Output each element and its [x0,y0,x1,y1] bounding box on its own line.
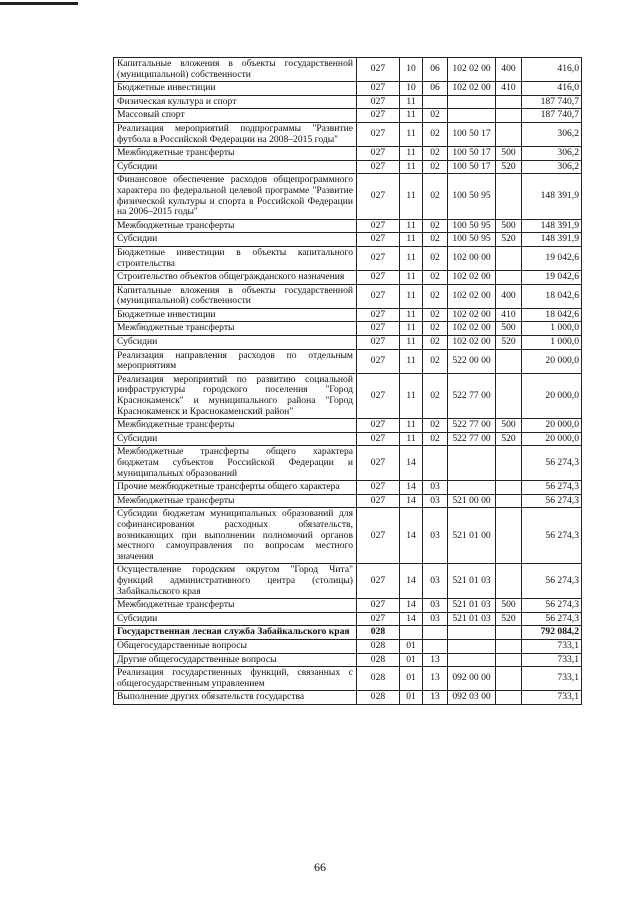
cell-amount: 20 000,0 [522,432,582,446]
cell-name: Прочие межбюджетные трансферты общего характера [114,481,357,495]
cell-department: 027 [357,322,400,336]
cell-amount: 792 084,2 [522,626,582,640]
cell-expense-type [496,174,522,219]
cell-department: 028 [357,639,400,653]
cell-name: Межбюджетные трансферты [114,494,357,508]
cell-name: Физическая культура и спорт [114,95,357,109]
cell-subsection: 02 [423,122,448,146]
cell-name: Государственная лесная служба Забайкальского края [114,626,357,640]
cell-name: Бюджетные инвестиции [114,82,357,96]
cell-expense-type [496,481,522,495]
cell-amount: 733,1 [522,653,582,667]
cell-target-article: 522 77 00 [448,373,496,418]
cell-name: Капитальные вложения в объекты государственной (муниципальной) собственности [114,58,357,82]
cell-section: 14 [400,508,423,564]
cell-target-article: 521 01 03 [448,612,496,626]
cell-subsection: 02 [423,349,448,373]
cell-section: 11 [400,284,423,308]
cell-amount: 733,1 [522,639,582,653]
cell-name: Другие общегосударственные вопросы [114,653,357,667]
cell-name: Выполнение других обязательств государства [114,691,357,705]
cell-target-article: 522 77 00 [448,419,496,433]
cell-subsection [423,446,448,481]
cell-target-article: 100 50 17 [448,160,496,174]
cell-expense-type: 410 [496,308,522,322]
table-row [114,219,582,233]
cell-subsection: 03 [423,564,448,599]
cell-section: 11 [400,147,423,161]
cell-department: 027 [357,508,400,564]
cell-amount: 148 391,9 [522,174,582,219]
cell-name: Массовый спорт [114,109,357,123]
cell-section [400,626,423,640]
cell-expense-type [496,246,522,270]
cell-department: 027 [357,82,400,96]
table-row [114,667,582,691]
cell-section: 14 [400,564,423,599]
cell-name: Субсидии [114,233,357,247]
cell-section: 14 [400,494,423,508]
table-row [114,419,582,433]
cell-section: 11 [400,432,423,446]
cell-expense-type: 520 [496,336,522,350]
cell-expense-type: 520 [496,233,522,247]
cell-section: 11 [400,219,423,233]
table-row [114,494,582,508]
cell-amount: 416,0 [522,82,582,96]
cell-department: 027 [357,174,400,219]
cell-name: Межбюджетные трансферты [114,147,357,161]
cell-department: 028 [357,653,400,667]
cell-department: 027 [357,494,400,508]
cell-section: 11 [400,95,423,109]
cell-expense-type [496,271,522,285]
cell-amount: 56 274,3 [522,599,582,613]
cell-expense-type [496,667,522,691]
cell-department: 027 [357,432,400,446]
cell-name: Межбюджетные трансферты [114,322,357,336]
cell-department: 027 [357,349,400,373]
cell-amount: 306,2 [522,160,582,174]
cell-department: 027 [357,147,400,161]
cell-section: 14 [400,612,423,626]
cell-target-article: 521 01 03 [448,599,496,613]
cell-target-article [448,639,496,653]
cell-section: 10 [400,82,423,96]
cell-amount: 56 274,3 [522,481,582,495]
cell-amount: 20 000,0 [522,373,582,418]
cell-name: Субсидии бюджетам муниципальных образований для софинансирования расходных обязательств, возникающих при выполнении полномочий органов местного самоуправления по вопросам местного значения [114,508,357,564]
cell-target-article: 102 02 00 [448,322,496,336]
table-row [114,147,582,161]
cell-department: 027 [357,160,400,174]
cell-target-article [448,653,496,667]
cell-expense-type: 400 [496,284,522,308]
cell-section: 14 [400,599,423,613]
cell-amount: 1 000,0 [522,336,582,350]
cell-department: 027 [357,271,400,285]
cell-amount: 56 274,3 [522,612,582,626]
cell-amount: 148 391,9 [522,233,582,247]
page-number: 66 [314,860,326,874]
cell-expense-type [496,494,522,508]
cell-department: 027 [357,612,400,626]
cell-department: 027 [357,599,400,613]
cell-subsection: 03 [423,612,448,626]
cell-section: 01 [400,667,423,691]
cell-section: 11 [400,322,423,336]
cell-section: 11 [400,271,423,285]
cell-section: 11 [400,122,423,146]
cell-department: 027 [357,308,400,322]
cell-amount: 19 042,6 [522,246,582,270]
cell-amount: 187 740,7 [522,95,582,109]
cell-expense-type [496,122,522,146]
cell-department: 027 [357,122,400,146]
cell-name: Общегосударственные вопросы [114,639,357,653]
cell-expense-type: 520 [496,612,522,626]
cell-subsection: 03 [423,494,448,508]
cell-expense-type [496,639,522,653]
cell-target-article: 102 00 00 [448,246,496,270]
cell-amount: 733,1 [522,691,582,705]
cell-amount: 18 042,6 [522,308,582,322]
cell-name: Осуществление городским округом "Город Чита" функций административного центра (столицы) Забайкальского края [114,564,357,599]
cell-section: 11 [400,419,423,433]
cell-amount: 733,1 [522,667,582,691]
cell-target-article [448,446,496,481]
cell-target-article: 102 02 00 [448,58,496,82]
cell-section: 14 [400,481,423,495]
cell-section: 11 [400,109,423,123]
cell-expense-type: 500 [496,219,522,233]
cell-subsection: 02 [423,147,448,161]
cell-section: 11 [400,308,423,322]
cell-subsection: 13 [423,691,448,705]
table-row [114,246,582,270]
table-row [114,612,582,626]
cell-department: 027 [357,419,400,433]
cell-department: 027 [357,373,400,418]
cell-target-article [448,109,496,123]
cell-expense-type [496,373,522,418]
cell-subsection: 02 [423,373,448,418]
table-row [114,432,582,446]
cell-name: Субсидии [114,160,357,174]
header-rule [0,2,78,5]
cell-name: Реализация мероприятий по развитию социальной инфраструктуры городского поселения "Город Краснокаменск" и муниципального района "Город Краснокаменск и Краснокаменский район" [114,373,357,418]
cell-expense-type: 520 [496,160,522,174]
table-row [114,599,582,613]
cell-subsection: 02 [423,271,448,285]
table-row [114,564,582,599]
cell-section: 01 [400,639,423,653]
cell-amount: 56 274,3 [522,446,582,481]
cell-section: 11 [400,349,423,373]
cell-section: 14 [400,446,423,481]
table-body [114,58,582,705]
table-row [114,174,582,219]
cell-expense-type [496,691,522,705]
table-row [114,322,582,336]
cell-target-article: 092 00 00 [448,667,496,691]
cell-department: 027 [357,58,400,82]
cell-amount: 19 042,6 [522,271,582,285]
cell-target-article: 100 50 17 [448,147,496,161]
cell-expense-type [496,95,522,109]
cell-expense-type: 400 [496,58,522,82]
table-row [114,82,582,96]
cell-department: 027 [357,336,400,350]
cell-amount: 1 000,0 [522,322,582,336]
table-row [114,109,582,123]
cell-subsection: 02 [423,160,448,174]
cell-expense-type: 520 [496,432,522,446]
cell-expense-type: 410 [496,82,522,96]
cell-expense-type: 500 [496,419,522,433]
cell-subsection: 13 [423,667,448,691]
cell-target-article: 102 02 00 [448,271,496,285]
cell-subsection: 02 [423,219,448,233]
table-row [114,373,582,418]
cell-target-article: 521 01 00 [448,508,496,564]
cell-amount: 306,2 [522,122,582,146]
cell-target-article: 092 03 00 [448,691,496,705]
cell-section: 11 [400,246,423,270]
cell-subsection [423,95,448,109]
cell-amount: 56 274,3 [522,508,582,564]
cell-subsection: 13 [423,653,448,667]
cell-name: Реализация мероприятий подпрограммы "Развитие футбола в Российской Федерации на 2008–2015 годы" [114,122,357,146]
table-row [114,639,582,653]
cell-amount: 148 391,9 [522,219,582,233]
cell-amount: 416,0 [522,58,582,82]
cell-subsection: 02 [423,419,448,433]
cell-department: 027 [357,219,400,233]
cell-name: Субсидии [114,432,357,446]
cell-name: Реализация направления расходов по отдельным мероприятиям [114,349,357,373]
table-row [114,508,582,564]
table-row [114,349,582,373]
cell-section: 01 [400,653,423,667]
cell-amount: 18 042,6 [522,284,582,308]
cell-target-article: 100 50 95 [448,219,496,233]
cell-expense-type: 500 [496,147,522,161]
cell-subsection: 02 [423,109,448,123]
cell-department: 027 [357,109,400,123]
table-row [114,336,582,350]
cell-target-article: 521 01 03 [448,564,496,599]
cell-subsection: 02 [423,336,448,350]
cell-target-article [448,481,496,495]
cell-subsection: 02 [423,308,448,322]
cell-subsection [423,639,448,653]
table-row [114,233,582,247]
cell-expense-type [496,109,522,123]
cell-expense-type: 500 [496,322,522,336]
cell-name: Строительство объектов общегражданского назначения [114,271,357,285]
cell-department: 028 [357,626,400,640]
table-row [114,481,582,495]
cell-amount: 56 274,3 [522,564,582,599]
cell-target-article: 522 77 00 [448,432,496,446]
cell-section: 11 [400,373,423,418]
cell-name: Межбюджетные трансферты [114,599,357,613]
cell-subsection: 02 [423,233,448,247]
cell-subsection: 03 [423,481,448,495]
cell-name: Субсидии [114,336,357,350]
cell-subsection: 02 [423,284,448,308]
cell-department: 027 [357,481,400,495]
table-row [114,160,582,174]
cell-name: Бюджетные инвестиции в объекты капитального строительства [114,246,357,270]
cell-target-article: 102 02 00 [448,308,496,322]
cell-section: 11 [400,336,423,350]
cell-name: Капитальные вложения в объекты государственной (муниципальной) собственности [114,284,357,308]
cell-amount: 306,2 [522,147,582,161]
cell-subsection [423,626,448,640]
cell-name: Субсидии [114,612,357,626]
cell-subsection: 06 [423,82,448,96]
cell-name: Финансовое обеспечение расходов общепрограммного характера по федеральной целевой программе "Развитие физической культуры и спорта в Российской Федерации на 2006–2015 годы" [114,174,357,219]
table-row [114,653,582,667]
cell-subsection: 06 [423,58,448,82]
cell-expense-type [496,626,522,640]
cell-target-article: 102 02 00 [448,284,496,308]
cell-expense-type [496,564,522,599]
cell-expense-type [496,446,522,481]
cell-section: 11 [400,160,423,174]
cell-expense-type [496,508,522,564]
budget-table [113,57,582,705]
cell-target-article [448,95,496,109]
table-row [114,626,582,640]
cell-target-article: 100 50 17 [448,122,496,146]
table-row [114,122,582,146]
table-row [114,446,582,481]
cell-section: 11 [400,233,423,247]
cell-section: 01 [400,691,423,705]
cell-amount: 20 000,0 [522,419,582,433]
cell-subsection: 03 [423,508,448,564]
cell-expense-type [496,653,522,667]
table-row [114,95,582,109]
cell-target-article: 102 02 00 [448,82,496,96]
cell-target-article: 521 00 00 [448,494,496,508]
table-row [114,58,582,82]
table-row [114,284,582,308]
cell-expense-type: 500 [496,599,522,613]
cell-amount: 187 740,7 [522,109,582,123]
table-row [114,691,582,705]
cell-name: Бюджетные инвестиции [114,308,357,322]
cell-target-article: 100 50 95 [448,174,496,219]
cell-target-article [448,626,496,640]
cell-amount: 56 274,3 [522,494,582,508]
cell-expense-type [496,349,522,373]
cell-department: 028 [357,667,400,691]
cell-department: 027 [357,246,400,270]
cell-target-article: 102 02 00 [448,336,496,350]
cell-department: 027 [357,233,400,247]
table-row [114,308,582,322]
cell-department: 028 [357,691,400,705]
cell-department: 027 [357,564,400,599]
cell-target-article: 100 50 95 [448,233,496,247]
cell-department: 027 [357,95,400,109]
cell-name: Межбюджетные трансферты [114,219,357,233]
cell-section: 11 [400,174,423,219]
cell-name: Межбюджетные трансферты [114,419,357,433]
cell-name: Реализация государственных функций, связанных с общегосударственным управлением [114,667,357,691]
cell-section: 10 [400,58,423,82]
cell-subsection: 02 [423,174,448,219]
cell-amount: 20 000,0 [522,349,582,373]
cell-subsection: 02 [423,432,448,446]
cell-department: 027 [357,446,400,481]
cell-subsection: 02 [423,322,448,336]
cell-target-article: 522 00 00 [448,349,496,373]
cell-department: 027 [357,284,400,308]
cell-name: Межбюджетные трансферты общего характера бюджетам субъектов Российской Федерации и муниципальных образований [114,446,357,481]
table-row [114,271,582,285]
cell-subsection: 03 [423,599,448,613]
cell-subsection: 02 [423,246,448,270]
